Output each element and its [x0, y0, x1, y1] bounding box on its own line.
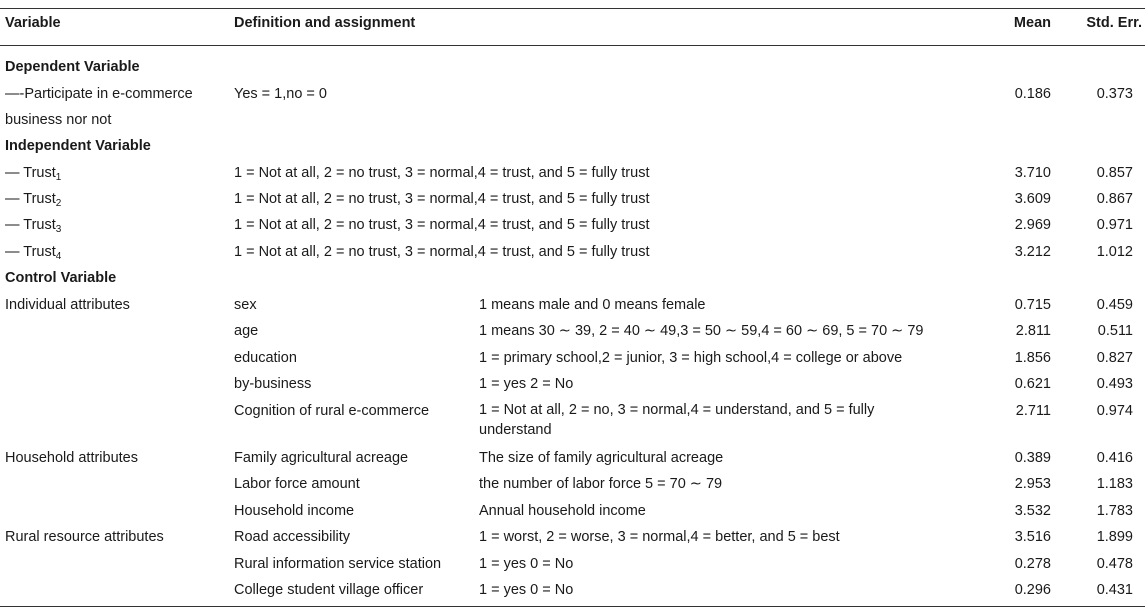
by-business-stderr: 0.493: [1096, 376, 1133, 392]
top-rule: [0, 8, 1145, 9]
trust-2-mean: 3.609: [1014, 191, 1051, 207]
trust-1-definition: 1 = Not at all, 2 = no trust, 3 = normal,4 = trust, and 5 = fully trust: [234, 165, 650, 181]
trust-2-label: — Trust$_2$: [5, 191, 62, 209]
acreage-name: Family agricultural acreage: [234, 450, 409, 466]
cognition-stderr: 0.974: [1096, 403, 1133, 419]
trust-4-mean: 3.212: [1014, 244, 1051, 260]
labor-force-name: Labor force amount: [234, 476, 360, 492]
by-business-name: by-business: [234, 376, 312, 392]
trust-3-mean: 2.969: [1014, 217, 1051, 233]
household-income-mean: 3.532: [1014, 503, 1051, 519]
trust-4-label: — Trust$_4$: [5, 244, 62, 262]
trust-3-definition: 1 = Not at all, 2 = no trust, 3 = normal,4 = trust, and 5 = fully trust: [234, 217, 650, 233]
header-variable: Variable: [5, 15, 61, 31]
control-title: Control Variable: [5, 270, 117, 286]
village-officer-mean: 0.296: [1014, 582, 1051, 598]
age-stderr: 0.511: [1097, 323, 1133, 339]
sex-mean: 0.715: [1014, 297, 1051, 313]
road-mean: 3.516: [1014, 529, 1051, 545]
trust-1-mean: 3.710: [1014, 165, 1051, 181]
header-stderr: Std. Err.: [1086, 15, 1142, 31]
dependent-item-line2: business nor not: [5, 112, 112, 128]
household-income-assign: Annual household income: [479, 503, 646, 519]
education-stderr: 0.827: [1096, 350, 1133, 366]
cognition-mean: 2.711: [1015, 403, 1051, 419]
header-rule: [0, 45, 1145, 46]
age-assign: 1 means 30 ∼ 39, 2 = 40 ∼ 49,3 = 50 ∼ 59,4 = 60 ∼ 69, 5 = 70 ∼ 79: [479, 323, 924, 339]
sex-name: sex: [234, 297, 257, 313]
dependent-item-line1: —-Participate in e-commerce: [5, 86, 193, 102]
trust-4-definition: 1 = Not at all, 2 = no trust, 3 = normal,4 = trust, and 5 = fully trust: [234, 244, 650, 260]
acreage-stderr: 0.416: [1096, 450, 1133, 466]
by-business-mean: 0.621: [1014, 376, 1051, 392]
road-name: Road accessibility: [234, 529, 351, 545]
independent-title: Independent Variable: [5, 138, 151, 154]
trust-4-stderr: 1.012: [1096, 244, 1133, 260]
bottom-rule: [0, 606, 1145, 607]
info-station-stderr: 0.478: [1096, 556, 1133, 572]
cognition-name: Cognition of rural e-commerce: [234, 403, 430, 419]
info-station-name: Rural information service station: [234, 556, 442, 572]
household-attributes-label: Household attributes: [5, 450, 138, 466]
education-assign: 1 = primary school,2 = junior, 3 = high school,4 = college or above: [479, 350, 903, 366]
trust-2-definition: 1 = Not at all, 2 = no trust, 3 = normal,4 = trust, and 5 = fully trust: [234, 191, 650, 207]
household-income-name: Household income: [234, 503, 355, 519]
by-business-assign: 1 = yes 2 = No: [479, 376, 574, 392]
labor-force-mean: 2.953: [1014, 476, 1051, 492]
sex-stderr: 0.459: [1096, 297, 1133, 313]
village-officer-name: College student village officer: [234, 582, 424, 598]
dependent-mean: 0.186: [1014, 86, 1051, 102]
header-mean: Mean: [1013, 15, 1051, 31]
sex-assign: 1 means male and 0 means female: [479, 297, 706, 313]
dependent-definition: Yes = 1,no = 0: [234, 86, 327, 102]
trust-3-stderr: 0.971: [1096, 217, 1133, 233]
education-mean: 1.856: [1014, 350, 1051, 366]
labor-force-stderr: 1.183: [1096, 476, 1133, 492]
labor-force-assign: the number of labor force 5 = 70 ∼ 79: [479, 476, 723, 492]
age-name: age: [234, 323, 259, 339]
road-stderr: 1.899: [1096, 529, 1133, 545]
education-name: education: [234, 350, 297, 366]
trust-2-stderr: 0.867: [1096, 191, 1133, 207]
info-station-assign: 1 = yes 0 = No: [479, 556, 574, 572]
cognition-assign: 1 = Not at all, 2 = no, 3 = normal,4 = understand, and 5 = fully understand: [479, 402, 875, 438]
acreage-assign: The size of family agricultural acreage: [479, 450, 724, 466]
trust-1-label: — Trust$_1$: [5, 165, 62, 183]
trust-3-label: — Trust$_3$: [5, 217, 62, 235]
village-officer-assign: 1 = yes 0 = No: [479, 582, 574, 598]
header-definition: Definition and assignment: [234, 15, 416, 31]
info-station-mean: 0.278: [1014, 556, 1051, 572]
village-officer-stderr: 0.431: [1096, 582, 1133, 598]
individual-attributes-label: Individual attributes: [5, 297, 130, 313]
rural-attributes-label: Rural resource attributes: [5, 529, 164, 545]
road-assign: 1 = worst, 2 = worse, 3 = normal,4 = better, and 5 = best: [479, 529, 840, 545]
acreage-mean: 0.389: [1014, 450, 1051, 466]
dependent-title: Dependent Variable: [5, 59, 140, 75]
age-mean: 2.811: [1015, 323, 1051, 339]
household-income-stderr: 1.783: [1096, 503, 1133, 519]
dependent-stderr: 0.373: [1096, 86, 1133, 102]
trust-1-stderr: 0.857: [1096, 165, 1133, 181]
